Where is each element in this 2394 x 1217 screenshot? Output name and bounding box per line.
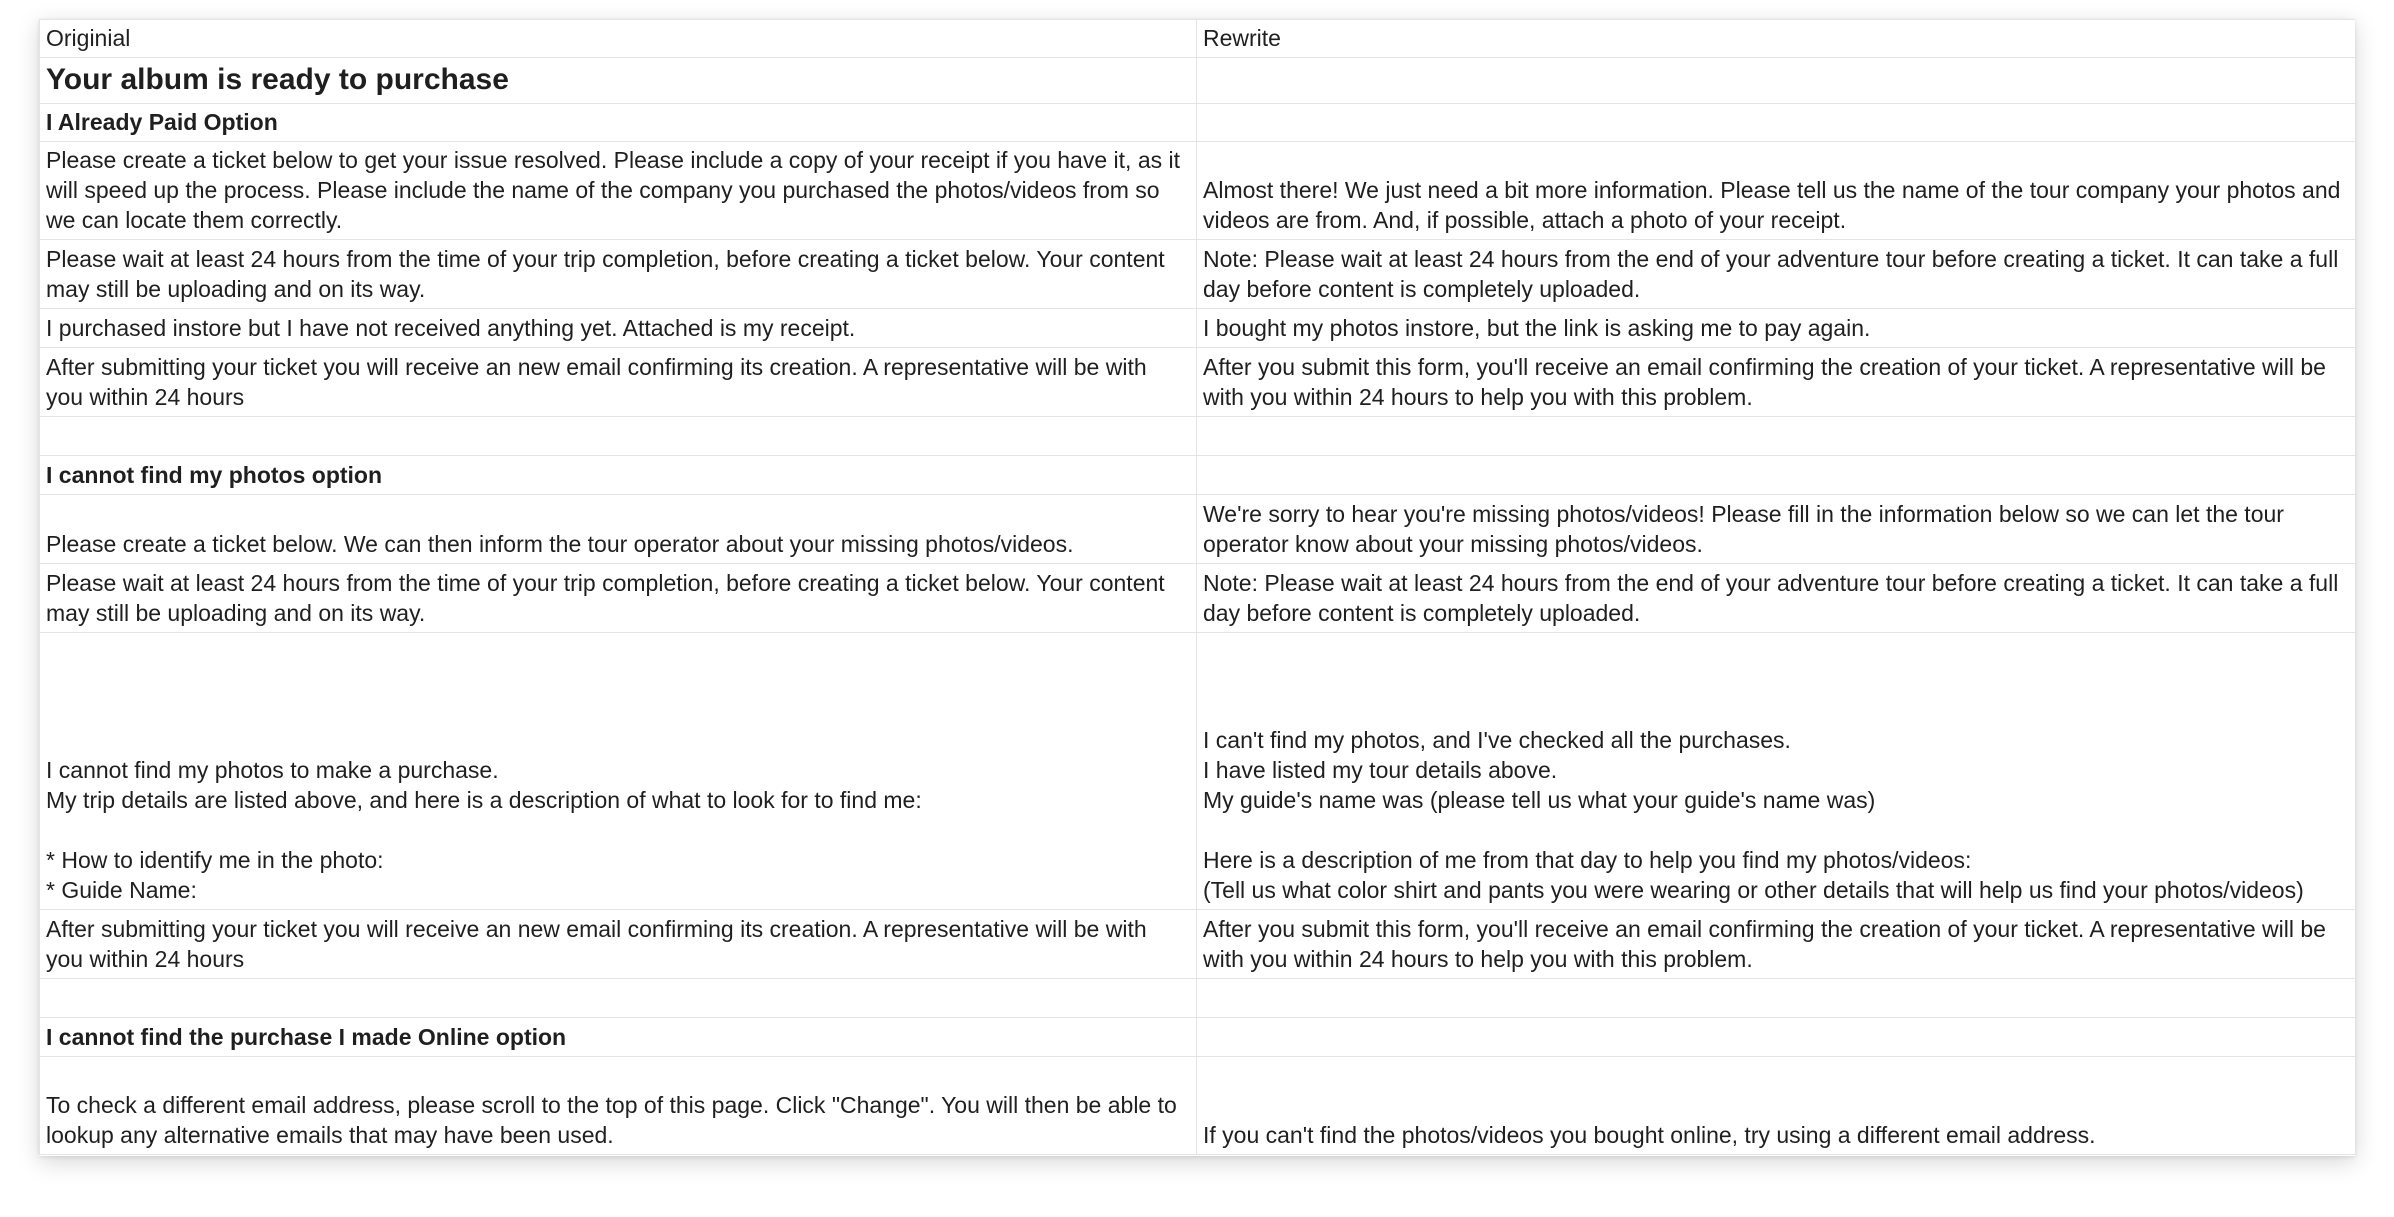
empty-row xyxy=(40,979,2356,1018)
table-row xyxy=(40,910,2356,979)
rewrite-cell[interactable]: If you can't find the photos/videos you bought online, try using a different email address. xyxy=(1197,1057,2356,1155)
original-cell[interactable]: I cannot find my photos to make a purchase. My trip details are listed above, and here is a description of what to look for to find me: * How to identify me in the photo: * Guide Name: xyxy=(40,633,1197,910)
original-cell[interactable]: After submitting your ticket you will receive an new email confirming its creation. A representative will be with you within 24 hours xyxy=(40,348,1197,417)
copy-table xyxy=(39,19,2355,1155)
rewrite-cell[interactable]: Note: Please wait at least 24 hours from the end of your adventure tour before creating a ticket. It can take a full day before content is completely uploaded. xyxy=(1197,564,2356,633)
spreadsheet xyxy=(39,19,2355,1156)
section-heading-find-photos[interactable]: I cannot find my photos option xyxy=(40,456,1197,495)
section-heading-paid[interactable]: I Already Paid Option xyxy=(40,104,1197,142)
empty-cell[interactable] xyxy=(40,417,1197,456)
rewrite-cell[interactable]: Note: Please wait at least 24 hours from the end of your adventure tour before creating a ticket. It can take a full day before content is completely uploaded. xyxy=(1197,240,2356,309)
empty-row xyxy=(40,417,2356,456)
empty-cell[interactable] xyxy=(1197,58,2356,104)
section-heading-online[interactable]: I cannot find the purchase I made Online option xyxy=(40,1018,1197,1057)
table-row xyxy=(40,309,2356,348)
original-cell[interactable]: Please wait at least 24 hours from the time of your trip completion, before creating a ticket below. Your content may still be uploading and on its way. xyxy=(40,564,1197,633)
original-cell[interactable]: After submitting your ticket you will receive an new email confirming its creation. A representative will be with you within 24 hours xyxy=(40,910,1197,979)
table-row xyxy=(40,142,2356,240)
table-row xyxy=(40,495,2356,564)
empty-cell[interactable] xyxy=(1197,1018,2356,1057)
table-row xyxy=(40,564,2356,633)
rewrite-cell[interactable]: I can't find my photos, and I've checked all the purchases. I have listed my tour details above. My guide's name was (please tell us what your guide's name was) Here is a description of me from that day to help you find my photos/videos: (Tell us what color shirt and pants you were wearing or other details that will help us find your photos/videos) xyxy=(1197,633,2356,910)
original-cell[interactable]: I purchased instore but I have not received anything yet. Attached is my receipt. xyxy=(40,309,1197,348)
title-row xyxy=(40,58,2356,104)
table-row xyxy=(40,633,2356,910)
section-row xyxy=(40,104,2356,142)
empty-cell[interactable] xyxy=(1197,417,2356,456)
table-row xyxy=(40,240,2356,309)
table-row xyxy=(40,1057,2356,1155)
rewrite-cell[interactable]: Almost there! We just need a bit more information. Please tell us the name of the tour company your photos and videos are from. And, if possible, attach a photo of your receipt. xyxy=(1197,142,2356,240)
column-header-rewrite[interactable]: Rewrite xyxy=(1197,20,2356,58)
section-row xyxy=(40,1018,2356,1057)
original-cell[interactable]: Please wait at least 24 hours from the time of your trip completion, before creating a ticket below. Your content may still be uploading and on its way. xyxy=(40,240,1197,309)
original-cell[interactable]: To check a different email address, please scroll to the top of this page. Click "Change". You will then be able to lookup any alternative emails that may have been used. xyxy=(40,1057,1197,1155)
rewrite-cell[interactable]: After you submit this form, you'll receive an email confirming the creation of your ticket. A representative will be with you within 24 hours to help you with this problem. xyxy=(1197,348,2356,417)
table-row xyxy=(40,348,2356,417)
column-header-original[interactable]: Originial xyxy=(40,20,1197,58)
album-title-cell[interactable]: Your album is ready to purchase xyxy=(40,58,1197,104)
header-row xyxy=(40,20,2356,58)
empty-cell[interactable] xyxy=(40,979,1197,1018)
rewrite-cell[interactable]: After you submit this form, you'll receive an email confirming the creation of your ticket. A representative will be with you within 24 hours to help you with this problem. xyxy=(1197,910,2356,979)
original-cell[interactable]: Please create a ticket below. We can then inform the tour operator about your missing photos/videos. xyxy=(40,495,1197,564)
empty-cell[interactable] xyxy=(1197,104,2356,142)
rewrite-cell[interactable]: We're sorry to hear you're missing photos/videos! Please fill in the information below so we can let the tour operator know about your missing photos/videos. xyxy=(1197,495,2356,564)
section-row xyxy=(40,456,2356,495)
original-cell[interactable]: Please create a ticket below to get your issue resolved. Please include a copy of your receipt if you have it, as it will speed up the process. Please include the name of the company you purchased the photos/videos from so we can locate them correctly. xyxy=(40,142,1197,240)
empty-cell[interactable] xyxy=(1197,456,2356,495)
rewrite-cell[interactable]: I bought my photos instore, but the link is asking me to pay again. xyxy=(1197,309,2356,348)
empty-cell[interactable] xyxy=(1197,979,2356,1018)
